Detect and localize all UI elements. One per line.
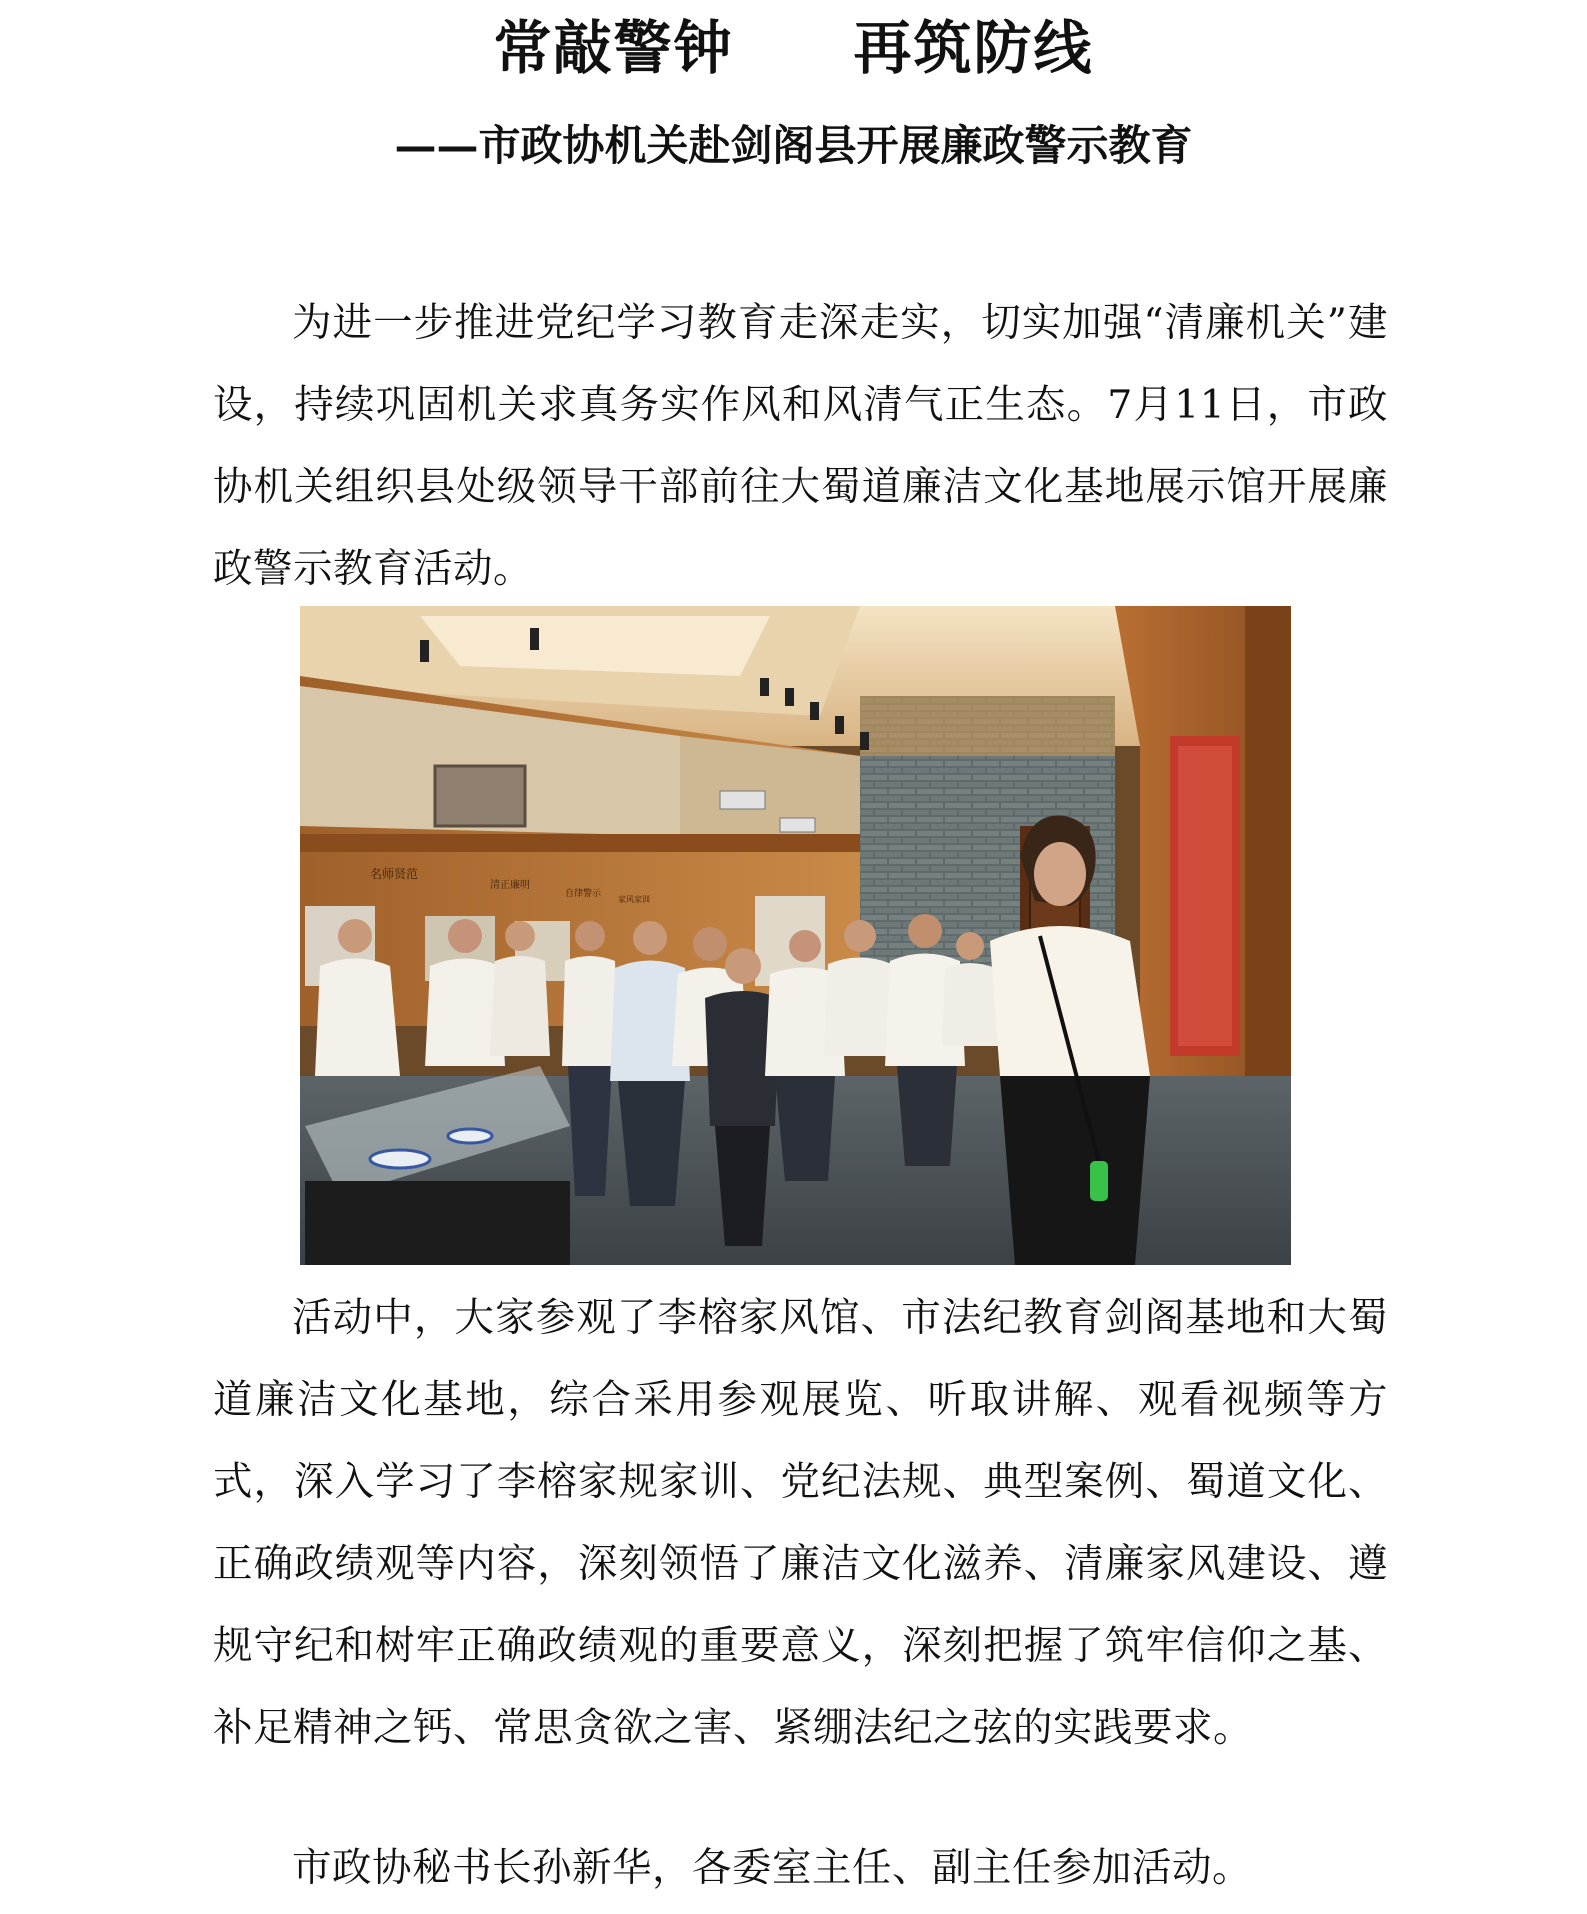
page-title: 常敲警钟 再筑防线 (493, 14, 1094, 82)
photo-illustration (300, 606, 1291, 1265)
body-paragraph-intro: 为进一步推进党纪学习教育走深走实，切实加强“清廉机关”建设，持续巩固机关求真务实作风和风清气正生态。7月11日，市政协机关组织县处级领导干部前往大蜀道廉洁文化基地展示馆开展廉政警示教育活动。 (213, 300, 1388, 592)
panel-label-1: 名师贤范 (370, 867, 419, 881)
page-subtitle: ——市政协机关赴剑阁县开展廉政警示教育 (394, 121, 1193, 170)
body-paragraph-participants: 市政协秘书长孙新华，各委室主任、副主任参加活动。 (292, 1845, 1252, 1891)
panel-label-3: 自律警示 (565, 889, 602, 899)
body-paragraph-activity: 活动中，大家参观了李榕家风馆、市法纪教育剑阁基地和大蜀道廉洁文化基地，综合采用参观展览、听取讲解、观看视频等方式，深入学习了李榕家规家训、党纪法规、典型案例、蜀道文化、正确政绩观等内容，深刻领悟了廉洁文化滋养、清廉家风建设、遵规守纪和树牢正确政绩观的重要意义，深刻把握了筑牢信仰之基、补足精神之钙、常思贪欲之害、紧绷法纪之弦的实践要求。 (213, 1295, 1388, 1751)
panel-label-2: 清正廉明 (490, 880, 530, 891)
panel-label-4: 家风家训 (618, 895, 650, 904)
exhibition-photo (300, 606, 1291, 1265)
